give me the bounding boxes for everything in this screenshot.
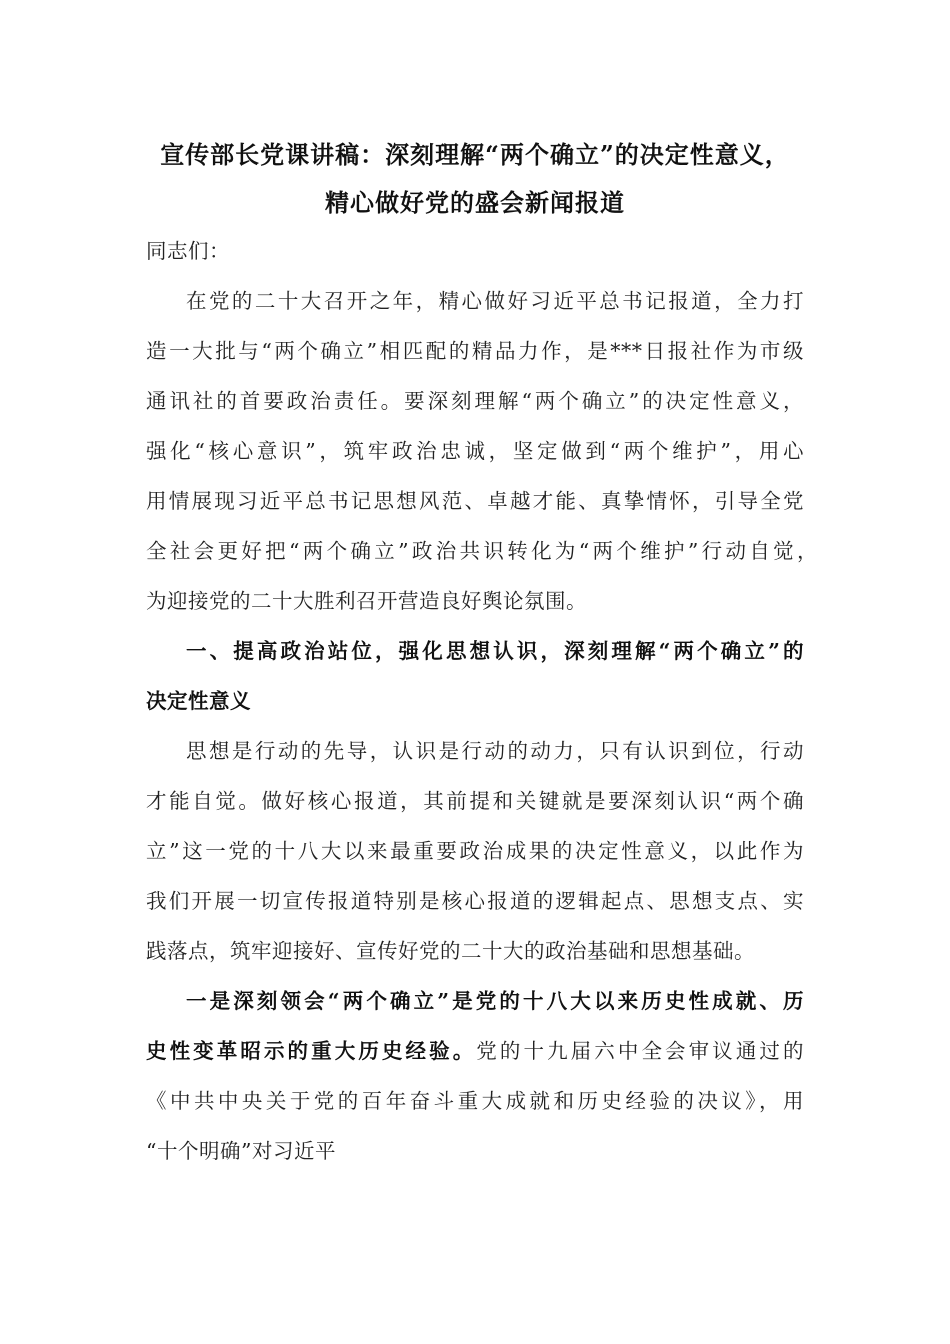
point-1-line-2 <box>146 1036 804 1066</box>
section-1-body-line-3: 立”这一党的十八大以来最重要政治成果的决定性意义，以此作为 <box>146 839 804 863</box>
intro-line-4: 强化“核心意识”，筑牢政治忠诚，坚定做到“两个维护”，用心 <box>146 439 804 463</box>
intro-line-5: 用情展现习近平总书记思想风范、卓越才能、真挚情怀，引导全党 <box>146 489 804 513</box>
section-1-heading-line-2: 决定性意义 <box>146 689 251 713</box>
document-title-line-1: 宣传部长党课讲稿：深刻理解“两个确立”的决定性意义， <box>160 140 790 169</box>
intro-line-3: 通讯社的首要政治责任。要深刻理解“两个确立”的决定性意义， <box>146 389 804 413</box>
point-1-line-2-text: 党的十九届六中全会审议通过的 <box>476 1039 804 1063</box>
section-1-body-line-4: 我们开展一切宣传报道特别是核心报道的逻辑起点、思想支点、实 <box>146 889 804 913</box>
intro-line-6: 全社会更好把“两个确立”政治共识转化为“两个维护”行动自觉， <box>146 539 818 563</box>
point-1-heading-line-1: 一是深刻领会“两个确立”是党的十八大以来历史性成就、历 <box>186 989 804 1013</box>
point-1-line-3: 《中共中央关于党的百年奋斗重大成就和历史经验的决议》，用 <box>146 1089 804 1113</box>
section-1-heading-line-1: 一、提高政治站位，强化思想认识，深刻理解“两个确立”的 <box>186 639 804 663</box>
document-title-line-2: 精心做好党的盛会新闻报道 <box>325 188 625 217</box>
section-1-body-line-1: 思想是行动的先导，认识是行动的动力，只有认识到位，行动 <box>186 739 804 763</box>
intro-line-2: 造一大批与“两个确立”相匹配的精品力作，是***日报社作为市级 <box>146 339 804 363</box>
intro-line-7: 为迎接党的二十大胜利召开营造良好舆论氛围。 <box>146 589 587 613</box>
intro-line-1: 在党的二十大召开之年，精心做好习近平总书记报道，全力打 <box>186 289 804 313</box>
point-1-line-4: “十个明确”对习近平 <box>146 1139 336 1163</box>
salutation: 同志们： <box>146 239 230 263</box>
section-1-body-line-2: 才能自觉。做好核心报道，其前提和关键就是要深刻认识“两个确 <box>146 789 804 813</box>
point-1-heading-line-2: 史性变革昭示的重大历史经验。 <box>146 1039 477 1063</box>
section-1-body-line-5: 践落点，筑牢迎接好、宣传好党的二十大的政治基础和思想基础。 <box>146 939 755 963</box>
